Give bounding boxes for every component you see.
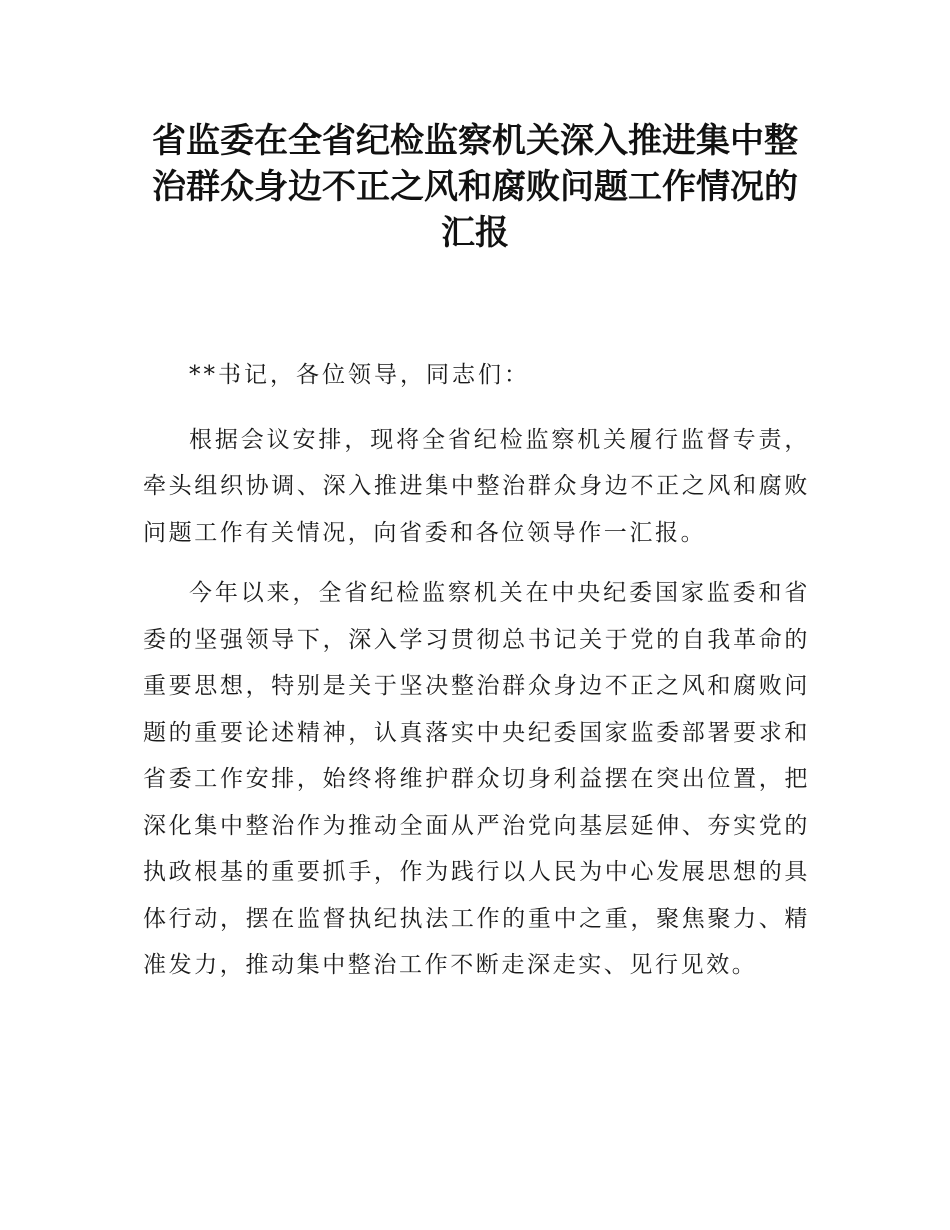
paragraph-1: 根据会议安排，现将全省纪检监察机关履行监督专责，牵头组织协调、深入推进集中整治群众身边不正之风和腐败问题工作有关情况，向省委和各位领导作一汇报。 bbox=[143, 426, 810, 546]
document-body bbox=[143, 352, 810, 1003]
document-title bbox=[140, 118, 810, 256]
title-line-2: 治群众身边不正之风和腐败问题工作情况的 bbox=[152, 167, 798, 207]
title-line-1: 省监委在全省纪检监察机关深入推进集中整 bbox=[152, 121, 798, 161]
paragraph-2: 今年以来，全省纪检监察机关在中央纪委国家监委和省委的坚强领导下，深入学习贯彻总书记关于党的自我革命的重要思想，特别是关于坚决整治群众身边不正之风和腐败问题的重要论述精神，认真落实中央纪委国家监委部署要求和省委工作安排，始终将维护群众切身利益摆在突出位置，把深化集中整治作为推动全面从严治党向基层延伸、夯实党的执政根基的重要抓手，作为践行以人民为中心发展思想的具体行动，摆在监督执纪执法工作的重中之重，聚焦聚力、精准发力，推动集中整治工作不断走深走实、见行见效。 bbox=[143, 580, 810, 978]
salutation: **书记，各位领导，同志们： bbox=[189, 362, 530, 388]
title-line-3: 汇报 bbox=[441, 213, 509, 253]
